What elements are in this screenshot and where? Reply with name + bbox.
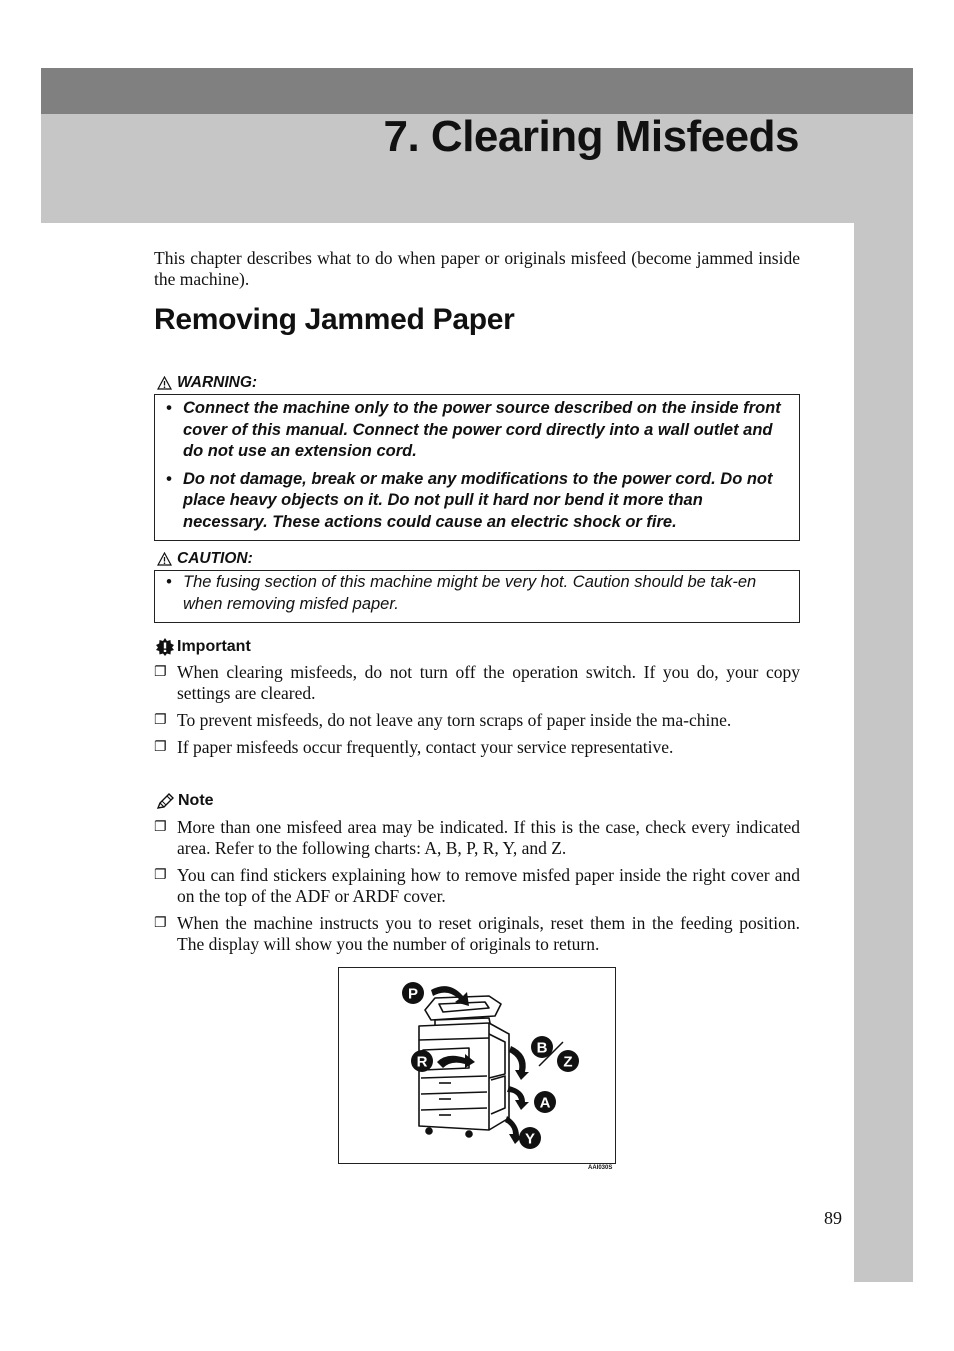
- important-heading: [155, 637, 251, 657]
- chapter-title: 7. Clearing Misfeeds: [383, 112, 799, 161]
- list-item-text: You can find stickers explaining how to remove misfed paper inside the right cover and on the top of the ADF or ARDF cover.: [177, 865, 800, 906]
- checkbox-square-icon: ❐: [154, 867, 167, 883]
- list-item: [154, 710, 800, 731]
- list-item-text: When the machine instructs you to reset originals, reset them in the feeding position. The display will show you the number of originals to return.: [177, 913, 800, 954]
- important-icon: [155, 637, 175, 657]
- note-heading: [155, 792, 214, 810]
- header-band-dark: [41, 68, 913, 114]
- caution-item: [155, 572, 789, 615]
- note-list: [154, 817, 800, 961]
- list-item: [154, 662, 800, 704]
- warning-item-text: Connect the machine only to the power source described on the inside front cover of this manual. Connect the power cord directly into a wall outlet and do not use an extension cord.: [183, 399, 781, 460]
- warning-item-text: Do not damage, break or make any modifications to the power cord. Do not place heavy objects on it. Do not pull it hard nor bend it more than necessary. These actions could cause an electric shock or fire.: [183, 469, 773, 531]
- callout-b: B: [536, 1039, 548, 1057]
- section-title: Removing Jammed Paper: [154, 303, 515, 336]
- bullet: •: [166, 399, 172, 417]
- list-item: [154, 865, 800, 907]
- bullet: •: [166, 573, 172, 591]
- warning-label-text: WARNING:: [177, 374, 258, 391]
- callout-z: Z: [563, 1053, 573, 1071]
- copier-misfeed-figure: [338, 967, 616, 1164]
- caution-triangle-icon: [157, 552, 172, 566]
- warning-label: [157, 374, 257, 392]
- warning-item: [155, 469, 789, 534]
- bullet: •: [166, 469, 172, 488]
- caution-box: [154, 570, 800, 623]
- list-item-text: More than one misfeed area may be indicated. If this is the case, check every indicated area. Refer to the following charts: A, B, P, R, Y, and Z.: [177, 817, 800, 858]
- warning-item: [155, 398, 789, 463]
- checkbox-square-icon: ❐: [154, 819, 167, 835]
- page-number: 89: [824, 1208, 842, 1228]
- checkbox-square-icon: ❐: [154, 712, 167, 728]
- callout-y: Y: [524, 1130, 536, 1148]
- list-item-text: When clearing misfeeds, do not turn off the operation switch. If you do, your copy settings are cleared.: [177, 662, 800, 703]
- callout-a: A: [539, 1094, 551, 1112]
- list-item-text: If paper misfeeds occur frequently, contact your service representative.: [177, 737, 674, 757]
- warning-triangle-icon: [157, 376, 172, 390]
- warning-box: [154, 394, 800, 541]
- caution-label-text: CAUTION:: [177, 550, 253, 567]
- intro-paragraph: This chapter describes what to do when paper or originals misfeed (become jammed inside the machine).: [154, 248, 800, 289]
- important-label: Important: [177, 638, 251, 655]
- checkbox-square-icon: ❐: [154, 664, 167, 680]
- checkbox-square-icon: ❐: [154, 915, 167, 931]
- note-label: Note: [178, 792, 214, 809]
- checkbox-square-icon: ❐: [154, 739, 167, 755]
- figure-code: AAI030S: [588, 1165, 613, 1171]
- caution-label: [157, 550, 253, 568]
- important-list: [154, 662, 800, 764]
- callout-p: P: [407, 985, 419, 1003]
- list-item-text: To prevent misfeeds, do not leave any torn scraps of paper inside the ma-chine.: [177, 710, 732, 730]
- pencil-icon: [155, 792, 175, 810]
- copier-illustration: [339, 968, 615, 1163]
- callout-r: R: [416, 1053, 428, 1071]
- caution-item-text: The fusing section of this machine might be very hot. Caution should be tak-en when removing misfed paper.: [183, 573, 757, 613]
- list-item: [154, 737, 800, 758]
- side-tab-bar: [854, 223, 913, 1282]
- list-item: [154, 913, 800, 955]
- list-item: [154, 817, 800, 859]
